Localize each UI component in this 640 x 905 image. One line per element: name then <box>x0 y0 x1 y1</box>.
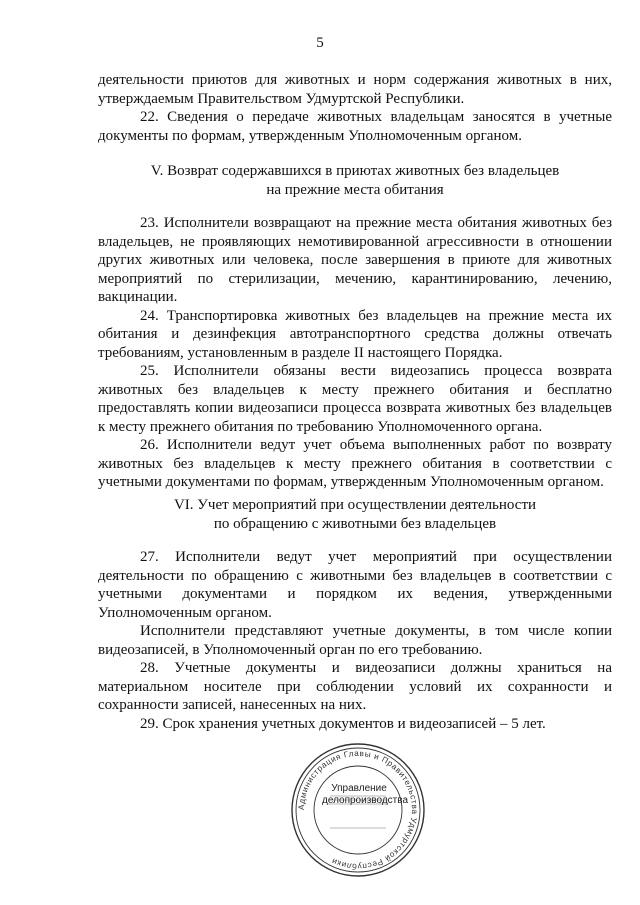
paragraph-27-second: Исполнители представляют учетные документы, в том числе копии видеозаписей, в Уполномоченный орган по его требованию. <box>98 623 612 658</box>
official-seal-stamp <box>288 740 428 880</box>
paragraph-22: 22. Сведения о передаче животных владельцам заносятся в учетные документы по формам, утвержденным Уполномоченным органом. <box>98 109 612 144</box>
seal-center-line2: делопроизводства <box>322 795 409 806</box>
paragraph-28: 28. Учетные документы и видеозаписи должны храниться на материальном носителе при соблюдении условий их сохранности и сохранности записей, нанесенных на них. <box>98 660 612 713</box>
paragraph-29: 29. Срок хранения учетных документов и видеозаписей – 5 лет. <box>140 715 546 732</box>
paragraph-23: 23. Исполнители возвращают на прежние места обитания животных без владельцев, не проявляющих немотивированной агрессивности в отношении других животных или человека, после завершения в приюте для животных мероприятий по стерилизации, мечению, карантинированию, лечению, вакцинации. <box>98 215 612 305</box>
section-6-body <box>98 548 612 733</box>
section-5-title-line1: V. Возврат содержавшихся в приютах животных без владельцев <box>150 163 560 179</box>
section-6-heading <box>98 496 612 533</box>
paragraph-27: 27. Исполнители ведут учет мероприятий при осуществлении деятельности по обращению с животными без владельцев в соответствии с учетными документами и порядком их ведения, утвержденными Уполномоченным органом. <box>98 549 612 621</box>
seal-ring-text: Администрация Главы и Правительства Удмуртской Республики <box>296 748 420 872</box>
seal-center-label <box>322 783 409 807</box>
section-6-title-line1: VI. Учет мероприятий при осуществлении деятельности <box>173 497 537 513</box>
page-number: 5 <box>316 35 324 51</box>
svg-text:Администрация Главы и Правител <box>297 749 419 871</box>
paragraph-continuation: деятельности приютов для животных и норм содержания животных в них, утверждаемым Правительством Удмуртской Республики. <box>98 72 612 107</box>
section-5-body <box>98 214 612 492</box>
section-5-title-line2: на прежние места обитания <box>266 181 444 198</box>
section-5-heading <box>98 162 612 199</box>
paragraph-26: 26. Исполнители ведут учет объема выполненных работ по возврату животных без владельцев к месту прежнего обитания в соответствии с учетными документами по формам, утвержденным Уполномоченным органом. <box>98 437 612 490</box>
section-6-title-line2: по обращению с животными без владельцев <box>213 515 497 532</box>
seal-center-line1: Управление <box>331 783 387 794</box>
paragraph-24: 24. Транспортировка животных без владельцев на прежние места их обитания и дезинфекция автотранспортного средства должны отвечать требованиям, установленным в разделе II настоящего Порядка. <box>98 307 612 361</box>
top-paragraphs <box>98 71 612 145</box>
paragraph-25: 25. Исполнители обязаны вести видеозапись процесса возврата животных без владельцев к месту прежнего обитания и бесплатно предоставлять копии видеозаписи процесса возврата животных без владельцев к месту прежнего обитания по требованию Уполномоченного органа. <box>98 363 612 435</box>
